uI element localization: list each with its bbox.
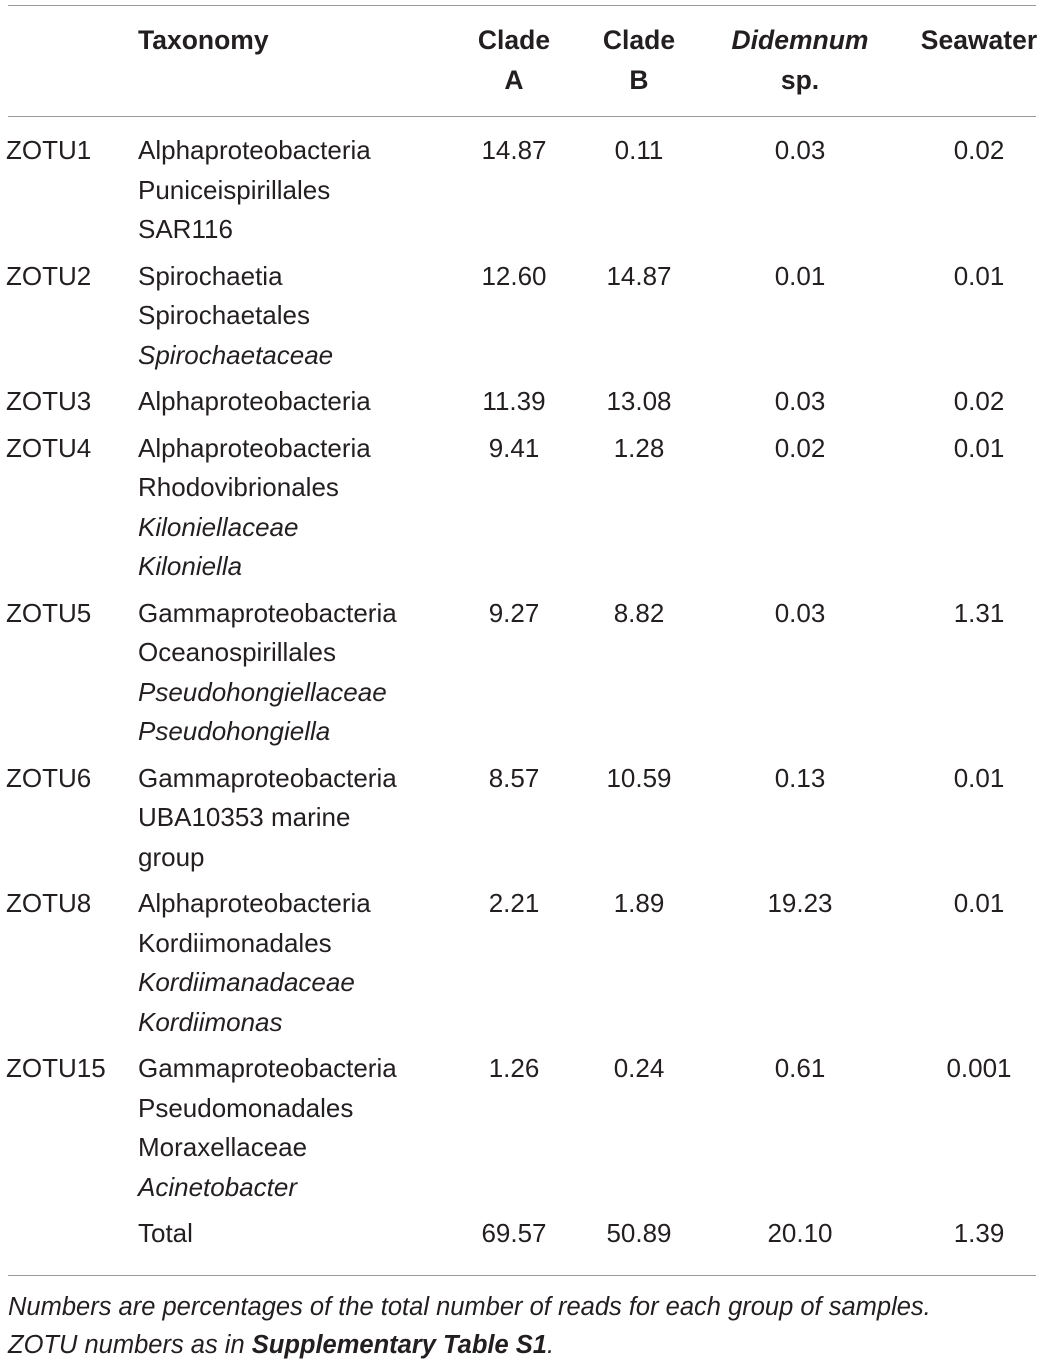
- cell-clade-b: 0.11: [614, 135, 664, 165]
- footnote-supplementary-ref: Supplementary Table S1: [251, 1331, 547, 1359]
- footnote-line2-prefix: ZOTU numbers as in: [8, 1331, 252, 1359]
- taxonomy-line: Puniceispirillales: [138, 174, 331, 205]
- cell-clade-a: 11.39: [482, 386, 546, 416]
- cell-clade-a: 14.87: [481, 135, 547, 165]
- taxonomy-line: Total: [138, 1218, 193, 1248]
- cell-seawater: 0.01: [953, 260, 1005, 291]
- taxonomy-line: Rhodovibrionales: [138, 472, 339, 502]
- taxonomy-line: Spirochaetales: [138, 300, 310, 330]
- cell-seawater: 0.01: [953, 888, 1005, 918]
- header-clade-a-line1: Clade: [477, 25, 551, 55]
- header-row: [0, 20, 1048, 118]
- header-didemnum: [690, 20, 910, 118]
- table-body: [0, 118, 1048, 1261]
- header-clade-b-line1: Clade: [602, 25, 676, 55]
- cell-seawater: 0.02: [953, 135, 1005, 165]
- taxonomy-line: Kordiimonas: [138, 1006, 283, 1037]
- table-row: [0, 429, 1048, 594]
- cell-clade-a: 69.57: [481, 1218, 547, 1248]
- header-clade-b: [588, 20, 690, 118]
- cell-clade-b: 8.82: [613, 597, 665, 628]
- header-clade-a: [440, 20, 588, 118]
- taxonomy-line: Kordiimanadaceae: [138, 967, 355, 997]
- taxonomy-line: Gammaproteobacteria: [138, 597, 397, 628]
- cell-zotu-id: [0, 1214, 138, 1261]
- table-row: [0, 257, 1048, 383]
- cell-clade-b: 13.08: [606, 386, 672, 416]
- taxonomy-line: Alphaproteobacteria: [138, 888, 371, 918]
- data-table: [0, 20, 1048, 1261]
- cell-clade-a: 9.41: [488, 432, 540, 463]
- table-footnote: [8, 1288, 931, 1364]
- cell-taxonomy: [138, 257, 440, 383]
- cell-taxonomy: [138, 1049, 440, 1214]
- taxonomy-line: Kordiimonadales: [138, 927, 332, 958]
- cell-taxonomy: [138, 759, 440, 885]
- footnote-line2: [8, 1326, 931, 1364]
- taxonomy-line: Oceanospirillales: [138, 637, 336, 667]
- taxonomy-line: Gammaproteobacteria: [138, 762, 397, 793]
- cell-didemnum: 0.61: [774, 1053, 826, 1083]
- cell-clade-b: 10.59: [606, 762, 672, 793]
- cell-didemnum: 19.23: [767, 888, 833, 918]
- cell-seawater: 0.01: [953, 762, 1005, 793]
- cell-clade-b: 14.87: [606, 260, 672, 291]
- header-didemnum-genus: Didemnum: [731, 25, 869, 55]
- cell-didemnum: 0.03: [774, 135, 826, 165]
- header-clade-a-line2: A: [504, 64, 524, 95]
- cell-seawater: 0.001: [946, 1053, 1012, 1083]
- cell-didemnum: 0.02: [774, 432, 826, 463]
- table-row: [0, 884, 1048, 1049]
- cell-taxonomy: [138, 429, 440, 594]
- table-row: [0, 759, 1048, 885]
- cell-didemnum: 0.01: [774, 260, 826, 291]
- cell-seawater: 0.02: [953, 386, 1005, 416]
- taxonomy-line: Kiloniella: [138, 551, 243, 581]
- cell-didemnum: 0.03: [774, 386, 826, 416]
- header-clade-b-line2: B: [629, 64, 649, 95]
- taxonomy-line: Pseudohongiellaceae: [138, 676, 387, 707]
- taxonomy-line: Moraxellaceae: [138, 1132, 308, 1162]
- cell-zotu-id: ZOTU5: [6, 597, 92, 628]
- taxonomy-line: group: [138, 841, 205, 872]
- table-row: [0, 118, 1048, 257]
- header-id: [0, 20, 138, 118]
- cell-clade-b: 1.28: [613, 432, 665, 463]
- cell-seawater: 1.31: [953, 597, 1005, 628]
- top-rule: [8, 5, 1036, 6]
- header-seawater: Seawater: [920, 25, 1038, 55]
- cell-taxonomy: [138, 1214, 440, 1261]
- header-taxonomy: Taxonomy: [138, 25, 269, 55]
- cell-didemnum: 20.10: [767, 1218, 833, 1248]
- cell-clade-b: 0.24: [613, 1053, 665, 1083]
- cell-clade-a: 1.26: [488, 1053, 540, 1083]
- header-didemnum-sp: sp.: [780, 64, 820, 95]
- cell-zotu-id: ZOTU1: [6, 135, 92, 165]
- footnote-line2-suffix: .: [546, 1331, 555, 1359]
- cell-clade-b: 1.89: [613, 888, 665, 918]
- cell-taxonomy: [138, 382, 440, 429]
- cell-didemnum: 0.03: [774, 597, 826, 628]
- cell-didemnum: 0.13: [774, 762, 826, 793]
- cell-clade-a: 2.21: [488, 888, 540, 918]
- table-row: [0, 1214, 1048, 1261]
- taxonomy-line: Spirochaetaceae: [138, 339, 334, 370]
- cell-clade-a: 12.60: [481, 260, 547, 291]
- taxonomy-line: Pseudomonadales: [138, 1092, 354, 1123]
- taxonomy-line: Pseudohongiella: [138, 716, 331, 746]
- cell-zotu-id: ZOTU8: [6, 888, 92, 918]
- taxonomy-line: Kiloniellaceae: [138, 511, 299, 542]
- taxonomy-line: Alphaproteobacteria: [138, 135, 371, 165]
- cell-clade-a: 9.27: [488, 597, 540, 628]
- taxonomy-line: Alphaproteobacteria: [138, 386, 371, 416]
- taxonomy-line: Acinetobacter: [138, 1171, 297, 1202]
- footnote-line1: Numbers are percentages of the total number of reads for each group of samples.: [8, 1293, 931, 1321]
- taxonomy-line: UBA10353 marine: [138, 802, 351, 832]
- cell-taxonomy: [138, 884, 440, 1049]
- taxonomy-line: SAR116: [138, 214, 233, 244]
- cell-zotu-id: ZOTU3: [6, 386, 92, 416]
- taxonomy-line: Alphaproteobacteria: [138, 432, 371, 463]
- cell-zotu-id: ZOTU15: [6, 1053, 106, 1083]
- table-row: [0, 594, 1048, 759]
- cell-clade-a: 8.57: [488, 762, 540, 793]
- cell-taxonomy: [138, 594, 440, 759]
- bottom-rule: [8, 1275, 1036, 1276]
- cell-zotu-id: ZOTU6: [6, 762, 92, 793]
- cell-taxonomy: [138, 118, 440, 257]
- cell-zotu-id: ZOTU2: [6, 260, 92, 291]
- cell-seawater: 1.39: [953, 1218, 1005, 1248]
- table-row: [0, 1049, 1048, 1214]
- cell-clade-b: 50.89: [606, 1218, 672, 1248]
- taxonomy-line: Gammaproteobacteria: [138, 1053, 397, 1083]
- cell-zotu-id: ZOTU4: [6, 432, 92, 463]
- table-row: [0, 382, 1048, 429]
- taxonomy-line: Spirochaetia: [138, 260, 283, 291]
- cell-seawater: 0.01: [953, 432, 1005, 463]
